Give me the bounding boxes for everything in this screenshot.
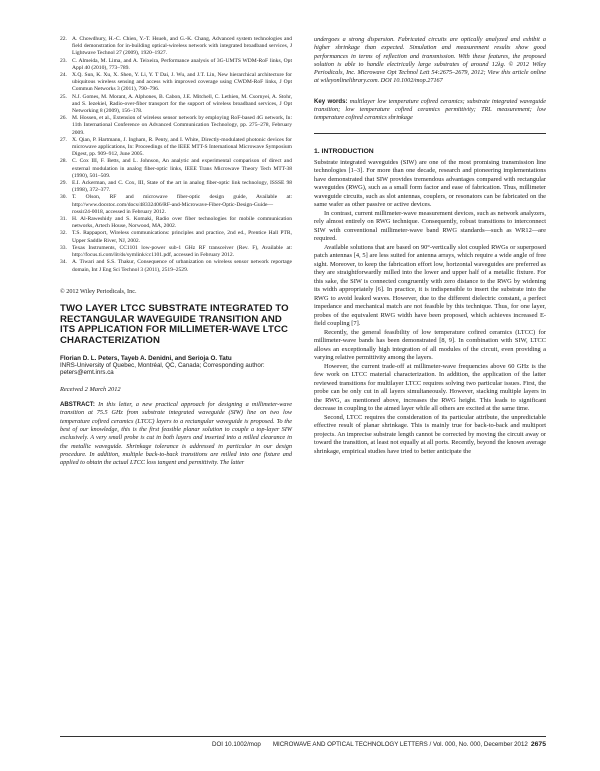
section-divider <box>314 133 546 134</box>
reference-item <box>60 230 292 244</box>
reference-item <box>60 137 292 159</box>
reference-number: 32. <box>60 230 67 237</box>
reference-number: 29. <box>60 180 67 187</box>
body-paragraph: Substrate integrated waveguides (SIW) are one of the most promising transmission line technologies [1–3]. For more than one decade, research and pioneering implementations have demonstrated that SIW provides tremendous advantages compared with rectangular waveguides (RWG), such as a small form factor and ease of fabrication. Thus, millimeter waveguide circuits, such as slot antennas, couplers, or resonators can be fabricated on the same wafer as other passive or active devices. <box>314 158 546 209</box>
reference-item <box>60 245 292 259</box>
reference-number: 26. <box>60 115 67 122</box>
abstract-label: ABSTRACT: <box>60 401 95 409</box>
reference-item <box>60 94 292 116</box>
reference-number: 30. <box>60 194 67 201</box>
reference-text: A. Tiwari and S.S. Thakur, Consequence of urbanization on wireless sensor network reportage domain, Int J Eng Sci Technol 3 (2011), 2519–2529. <box>72 259 292 273</box>
abstract <box>60 401 292 467</box>
reference-number: 34. <box>60 259 67 266</box>
reference-text: X. Qian, P. Hartmann, J. Ingham, R. Penty, and I. White, Directly-modulated photonic devices for microwave applications, In: Proceedings of the IEEE MTT-S International Microwave Symposium Digest, pp. 909–912, June 2005. <box>72 136 292 158</box>
left-copyright: © 2012 Wiley Periodicals, Inc. <box>60 287 137 295</box>
reference-text: C. Almeida, M. Lima, and A. Teixeira, Performance analysis of 3G-UMTS WDM-RoF links, Opt Appl 40 (2010), 773–789. <box>72 57 292 71</box>
reference-item <box>60 158 292 180</box>
reference-item <box>60 72 292 94</box>
page-footer <box>60 736 546 748</box>
reference-item <box>60 259 292 273</box>
received-date: Received 2 March 2012 <box>60 386 121 394</box>
reference-list <box>60 36 292 274</box>
reference-number: 31. <box>60 216 67 223</box>
body-paragraph: Recently, the general feasibility of low temperature cofired ceramics (LTCC) for millimeter-wave bands has been demonstrated [8, 9]. In combination with SIW, LTCC allows an exceptionally high integration of all modules of the circuit, even providing a varying relative permittivity among the layers. <box>314 328 546 362</box>
article-authors: Florian D. L. Peters, Tayeb A. Denidni, and Serioja O. Tatu <box>60 354 232 362</box>
article-title: TWO LAYER LTCC SUBSTRATE INTEGRATED TO RECTANGULAR WAVEGUIDE TRANSITION AND ITS APPLICATION FOR MILLIMETER-WAVE LTCC CHARACTERIZATION <box>60 302 289 347</box>
body-paragraph: In contrast, current millimeter-wave measurement devices, such as network analyzers, rely almost entirely on RWG technique. Consequently, robust transitions to interconnect SIW with conventional millimeter-wave band RWG standards—such as WR12—are required. <box>314 209 546 243</box>
reference-number: 24. <box>60 72 67 79</box>
reference-text: M. Hossen, et al., Extension of wireless sensor network by employing RoF-based 4G network, In: 11th International Conference on Advanced Communication Technology, pp. 275–278, February 2009. <box>72 115 292 136</box>
abstract-continuation: undergoes a strong dispersion. Fabricated circuits are optically analyzed and exhibit a higher shrinkage than expected. Simulation and measurement results show good performances in terms of reflection and transmission. With these features, the proposed solution is able to handle electrically large substrates of around 12λg. © 2012 Wiley Periodicals, Inc. Microwave Opt Technol Lett 54:2675–2679, 2012; View this article online at wileyonlinelibrary.com. DOI 10.1002/mop.27167 <box>314 36 546 85</box>
footer-doi: DOI 10.1002/mop <box>212 741 261 748</box>
left-column <box>60 36 292 467</box>
body-paragraph: Second, LTCC requires the consideration of its particular attribute, the unpredictable effective result of planar shrinkage. This is mainly true for back-to-back and multiport projects. An imprecise substrate length cannot be corrected by moving the circuit away or toward the transition, at least not equally at all ports. Recently, beyond the known average shrinkage, empirical studies have tried to better anticipate the <box>314 413 546 455</box>
right-column <box>314 36 546 456</box>
keywords <box>314 98 546 123</box>
keywords-text: multilayer low temperature cofired ceramics; substrate integrated waveguide transition; low temperature cofired ceramics permittivity; TRL measurement; low temperature cofired ceramics shrinkage <box>314 97 546 122</box>
reference-text: T.S. Rappaport, Wireless communications: principles and practice, 2nd ed., Prentice Hall PTR, Upper Saddle River, NJ, 2002. <box>72 230 292 244</box>
reference-number: 22. <box>60 36 67 42</box>
page-number: 2675 <box>530 741 546 748</box>
reference-item <box>60 216 292 230</box>
reference-item <box>60 36 292 58</box>
reference-text: Texas Instruments, CC1101 low-power sub-1 GHz RF transceiver (Rev. F), Available at: http://focus.ti.com/lit/ds/symlink/cc1101.pdf, accessed in February 2012. <box>72 244 292 259</box>
article-affiliation: INRS-University of Quebec, Montréal, QC, Canada; Corresponding author: peters@emt.inrs.ca <box>60 361 265 377</box>
reference-number: 23. <box>60 57 67 64</box>
body-paragraph: However, the current trade-off at millimeter-wave frequencies above 60 GHz is the few work on LTCC material characterization. In addition, the application of the latter reviewed transitions for multilayer LTCC requires solving two particular issues. First, the probe can be only cut in all layers simultaneously. However, stacking multiple layers in the RWG, as mentioned above, increases the RWG height. This leads to significant decrease in coupling to the aimed layer while all others are excited at the same time. <box>314 362 546 413</box>
reference-text: T. Olson, RF and microwave fiber-optic design guide, Available at: http://www.docstoc.com/docs/48332406/RF-and-Microwave-Fiber-Optic-Design-Guide—rossir24-0018, accessed in February 2012. <box>72 194 292 215</box>
reference-text: E.I. Ackerman, and C. Cox, III, State of the art in analog fiber-optic link technology, ISSSE 98 (1998), 372–377. <box>72 180 292 194</box>
reference-item <box>60 115 292 137</box>
reference-item <box>60 180 292 194</box>
reference-number: 27. <box>60 136 67 143</box>
footer-journal: MICROWAVE AND OPTICAL TECHNOLOGY LETTERS / Vol. 000, No. 000, December 2012 <box>272 741 528 748</box>
section-heading: 1. INTRODUCTION <box>314 147 374 155</box>
keywords-label: Key words: <box>314 97 348 105</box>
reference-text: C. Cox III, F. Betts, and L. Johnson, An analytic and experimental comparison of direct and external modulation in analog fiber-optic links, IEEE Trans Microwave Theory Tech MTT-38 (1990), 501–509. <box>72 158 292 179</box>
reference-number: 28. <box>60 158 67 165</box>
reference-item <box>60 58 292 72</box>
reference-text: H. Al-Raweshidy and S. Komaki, Radio over fiber technologies for mobile communication networks, Artech House, Norwood, MA, 2002. <box>72 216 292 230</box>
abstract-text: In this letter, a new practical approach for designing a millimeter-wave transition at 75.5 GHz from substrate integrated waveguide (SIW) line on two low temperature cofired ceramics (LTCC) layers to a rectangular waveguide is proposed. To the best of our knowledge, this is the first feasible planar solution to couple a top-layer SIW exclusively. A very small probe is cut in both layers and inserted into a milled clearance in the metallic waveguide. Shrinkage tolerance is addressed in particular in our design procedure. In addition, multiple back-to-back transitions are milled into one fixture and applied to obtain the actual LTCC loss tangent and permittivity. The latter <box>60 401 293 467</box>
reference-number: 33. <box>60 244 67 251</box>
reference-text: N.J. Gomes, M. Morant, A. Alphones, B. Cabon, J.E. Mitchell, C. Lethien, M. Csornyei, A. Stohr, and S. Iezekiel, Radio-over-fiber transport for the support of wireless broadband services, J Opt Networking 8 (2009), 156–178. <box>72 93 292 115</box>
reference-text: X.Q. Sun, K. Xu, X. Shen, Y. Li, Y. T Dai, J. Wu, and J.T. Lin, New hierarchical architecture for ubiquitous wireless sensing and access with improved coverage using CWDM-RoF links, J Opt Commun Networks 3 (2011), 790–796. <box>72 72 292 93</box>
body-paragraph: Available solutions that are based on 90°-vertically slot coupled RWGs or superposed patch antennas [4, 5] are less suited for antenna arrays, which require a wide angle of free sight. Moreover, to keep the fabrication effort low, horizontal waveguides are preferred as they are straightforwardly milled into the lower and upper half of a metallic fixture. For this sake, the SIW is connected congruently with zero distance to the RWG by widening its width appropriately [6]. In practice, it is indispensible to insert the substrate into the RWG to avoid leaked waves. However, due to the different dielectric constant, a perfect impedance and mechanical match are not feasible by this technique. Thus, for one layer, probes of the equivalent RWG width have been proposed, which achieves increased E-field coupling [7]. <box>314 243 546 328</box>
reference-text: A. Chowdhury, H.-C. Chien, Y.-T. Hsueh, and G.-K. Chang, Advanced system technologies and field demonstration for in-building optical-wireless network with integrated broadband services, J Lightwave Technol 27 (2009), 1920–1927. <box>72 36 292 57</box>
reference-item <box>60 194 292 216</box>
reference-number: 25. <box>60 93 67 100</box>
